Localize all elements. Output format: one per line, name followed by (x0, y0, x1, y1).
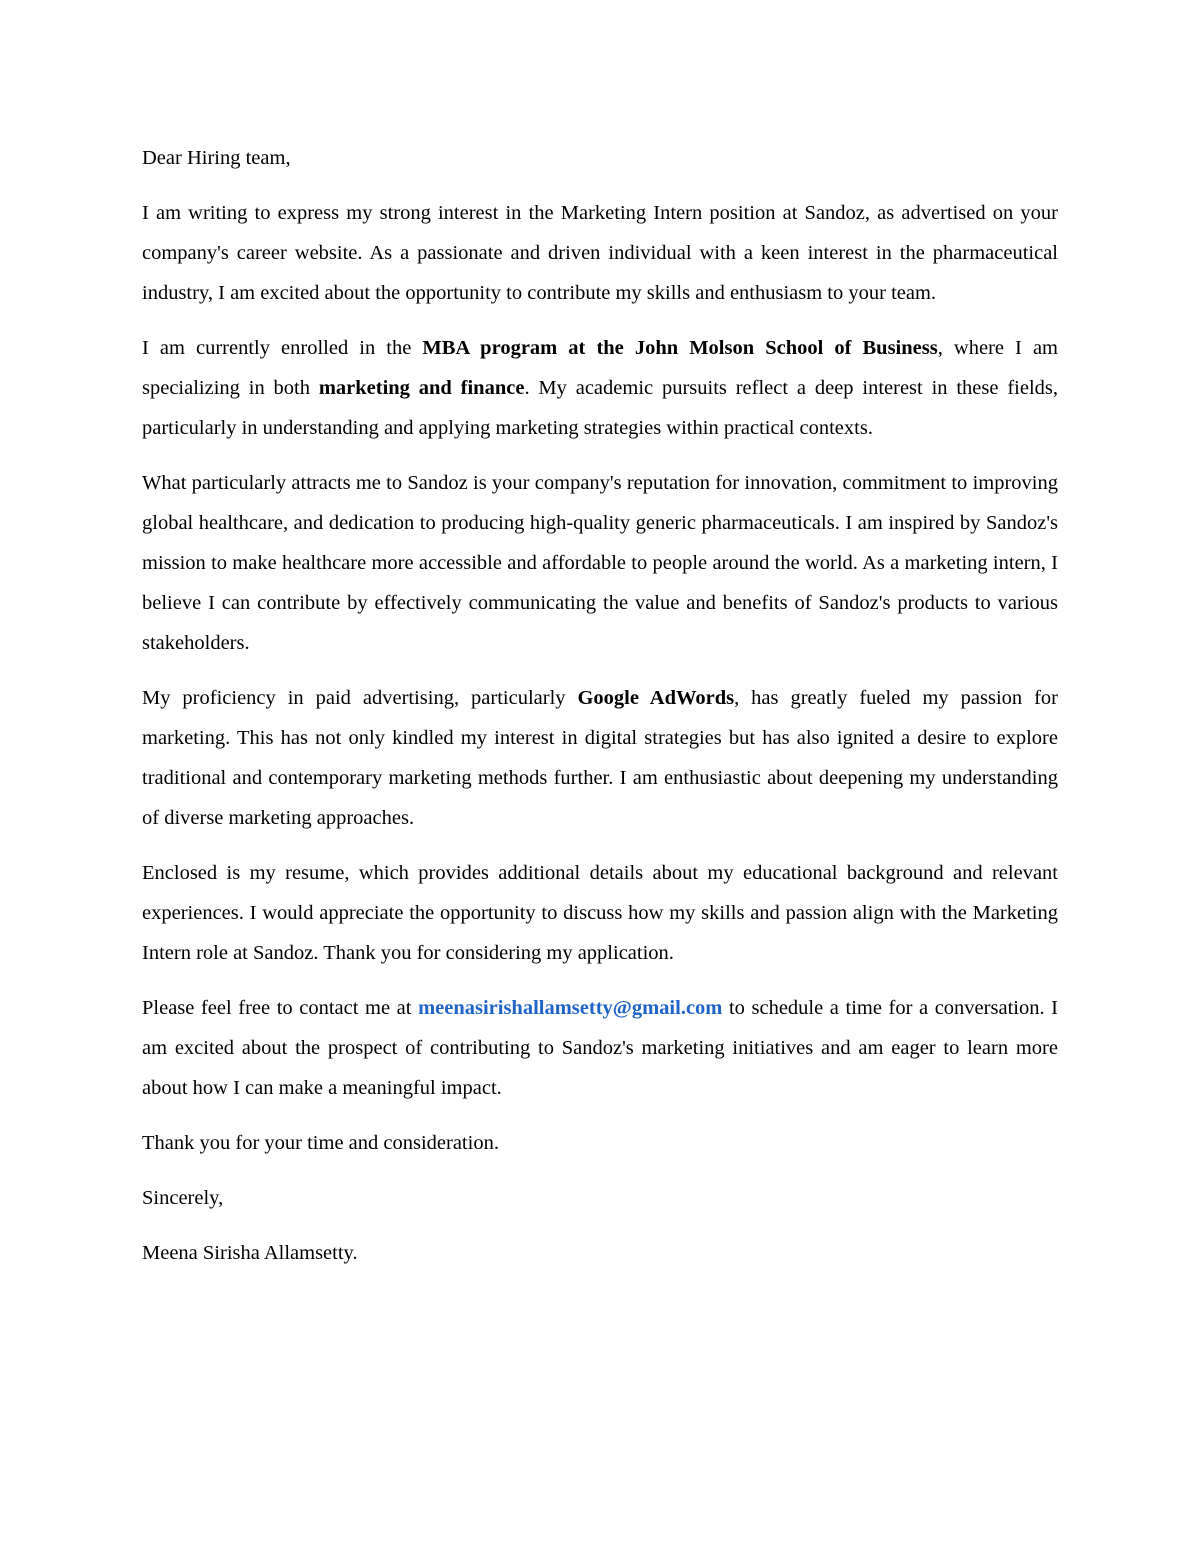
skills-text-1: My proficiency in paid advertising, particularly (142, 687, 578, 709)
letter-closing: Sincerely, (142, 1187, 224, 1209)
letter-greeting: Dear Hiring team, (142, 147, 291, 169)
paragraph-thanks: Thank you for your time and consideration. (142, 1132, 499, 1154)
cover-letter (142, 138, 1058, 1288)
skills-text-2: , has greatly fueled my passion for marketing. This has not only kindled my interest in digital strategies but has also ignited a desire to explore traditional and contemporary marketing methods further. I am enthusiastic about deepening my understanding of diverse marketing approaches. (142, 687, 1058, 829)
paragraph-contact (142, 988, 1058, 1108)
skills-adwords-bold: Google AdWords (577, 687, 735, 709)
education-specialization-bold: marketing and finance (318, 377, 525, 399)
paragraph-skills (142, 678, 1058, 838)
paragraph-company-interest: What particularly attracts me to Sandoz is your company's reputation for innovation, commitment to improving global healthcare, and dedication to producing high-quality generic pharmaceuticals. I am inspired by Sandoz's mission to make healthcare more accessible and affordable to people around the world. As a marketing intern, I believe I can contribute by effectively communicating the value and benefits of Sandoz's products to various stakeholders. (142, 472, 1058, 654)
contact-text-2: to schedule a time for a conversation. I am excited about the prospect of contributing to Sandoz's marketing initiatives and am eager to learn more about how I can make a meaningful impact. (142, 997, 1058, 1099)
paragraph-education (142, 328, 1058, 448)
education-program-bold: MBA program at the John Molson School of Business (422, 337, 938, 359)
education-text-3: . My academic pursuits reflect a deep interest in these fields, particularly in understanding and applying marketing strategies within practical contexts. (142, 377, 1058, 439)
education-text-2: , where I am specializing in both (142, 337, 1058, 399)
email-link[interactable]: meenasirishallamsetty@gmail.com (418, 997, 723, 1019)
paragraph-intro: I am writing to express my strong interest in the Marketing Intern position at Sandoz, as advertised on your company's career website. As a passionate and driven individual with a keen interest in the pharmaceutical industry, I am excited about the opportunity to contribute my skills and enthusiasm to your team. (142, 202, 1058, 304)
letter-signature: Meena Sirisha Allamsetty. (142, 1242, 358, 1264)
contact-text-1: Please feel free to contact me at (142, 997, 419, 1019)
paragraph-resume: Enclosed is my resume, which provides additional details about my educational background and relevant experiences. I would appreciate the opportunity to discuss how my skills and passion align with the Marketing Intern role at Sandoz. Thank you for considering my application. (142, 862, 1058, 964)
education-text-1: I am currently enrolled in the (142, 337, 423, 359)
